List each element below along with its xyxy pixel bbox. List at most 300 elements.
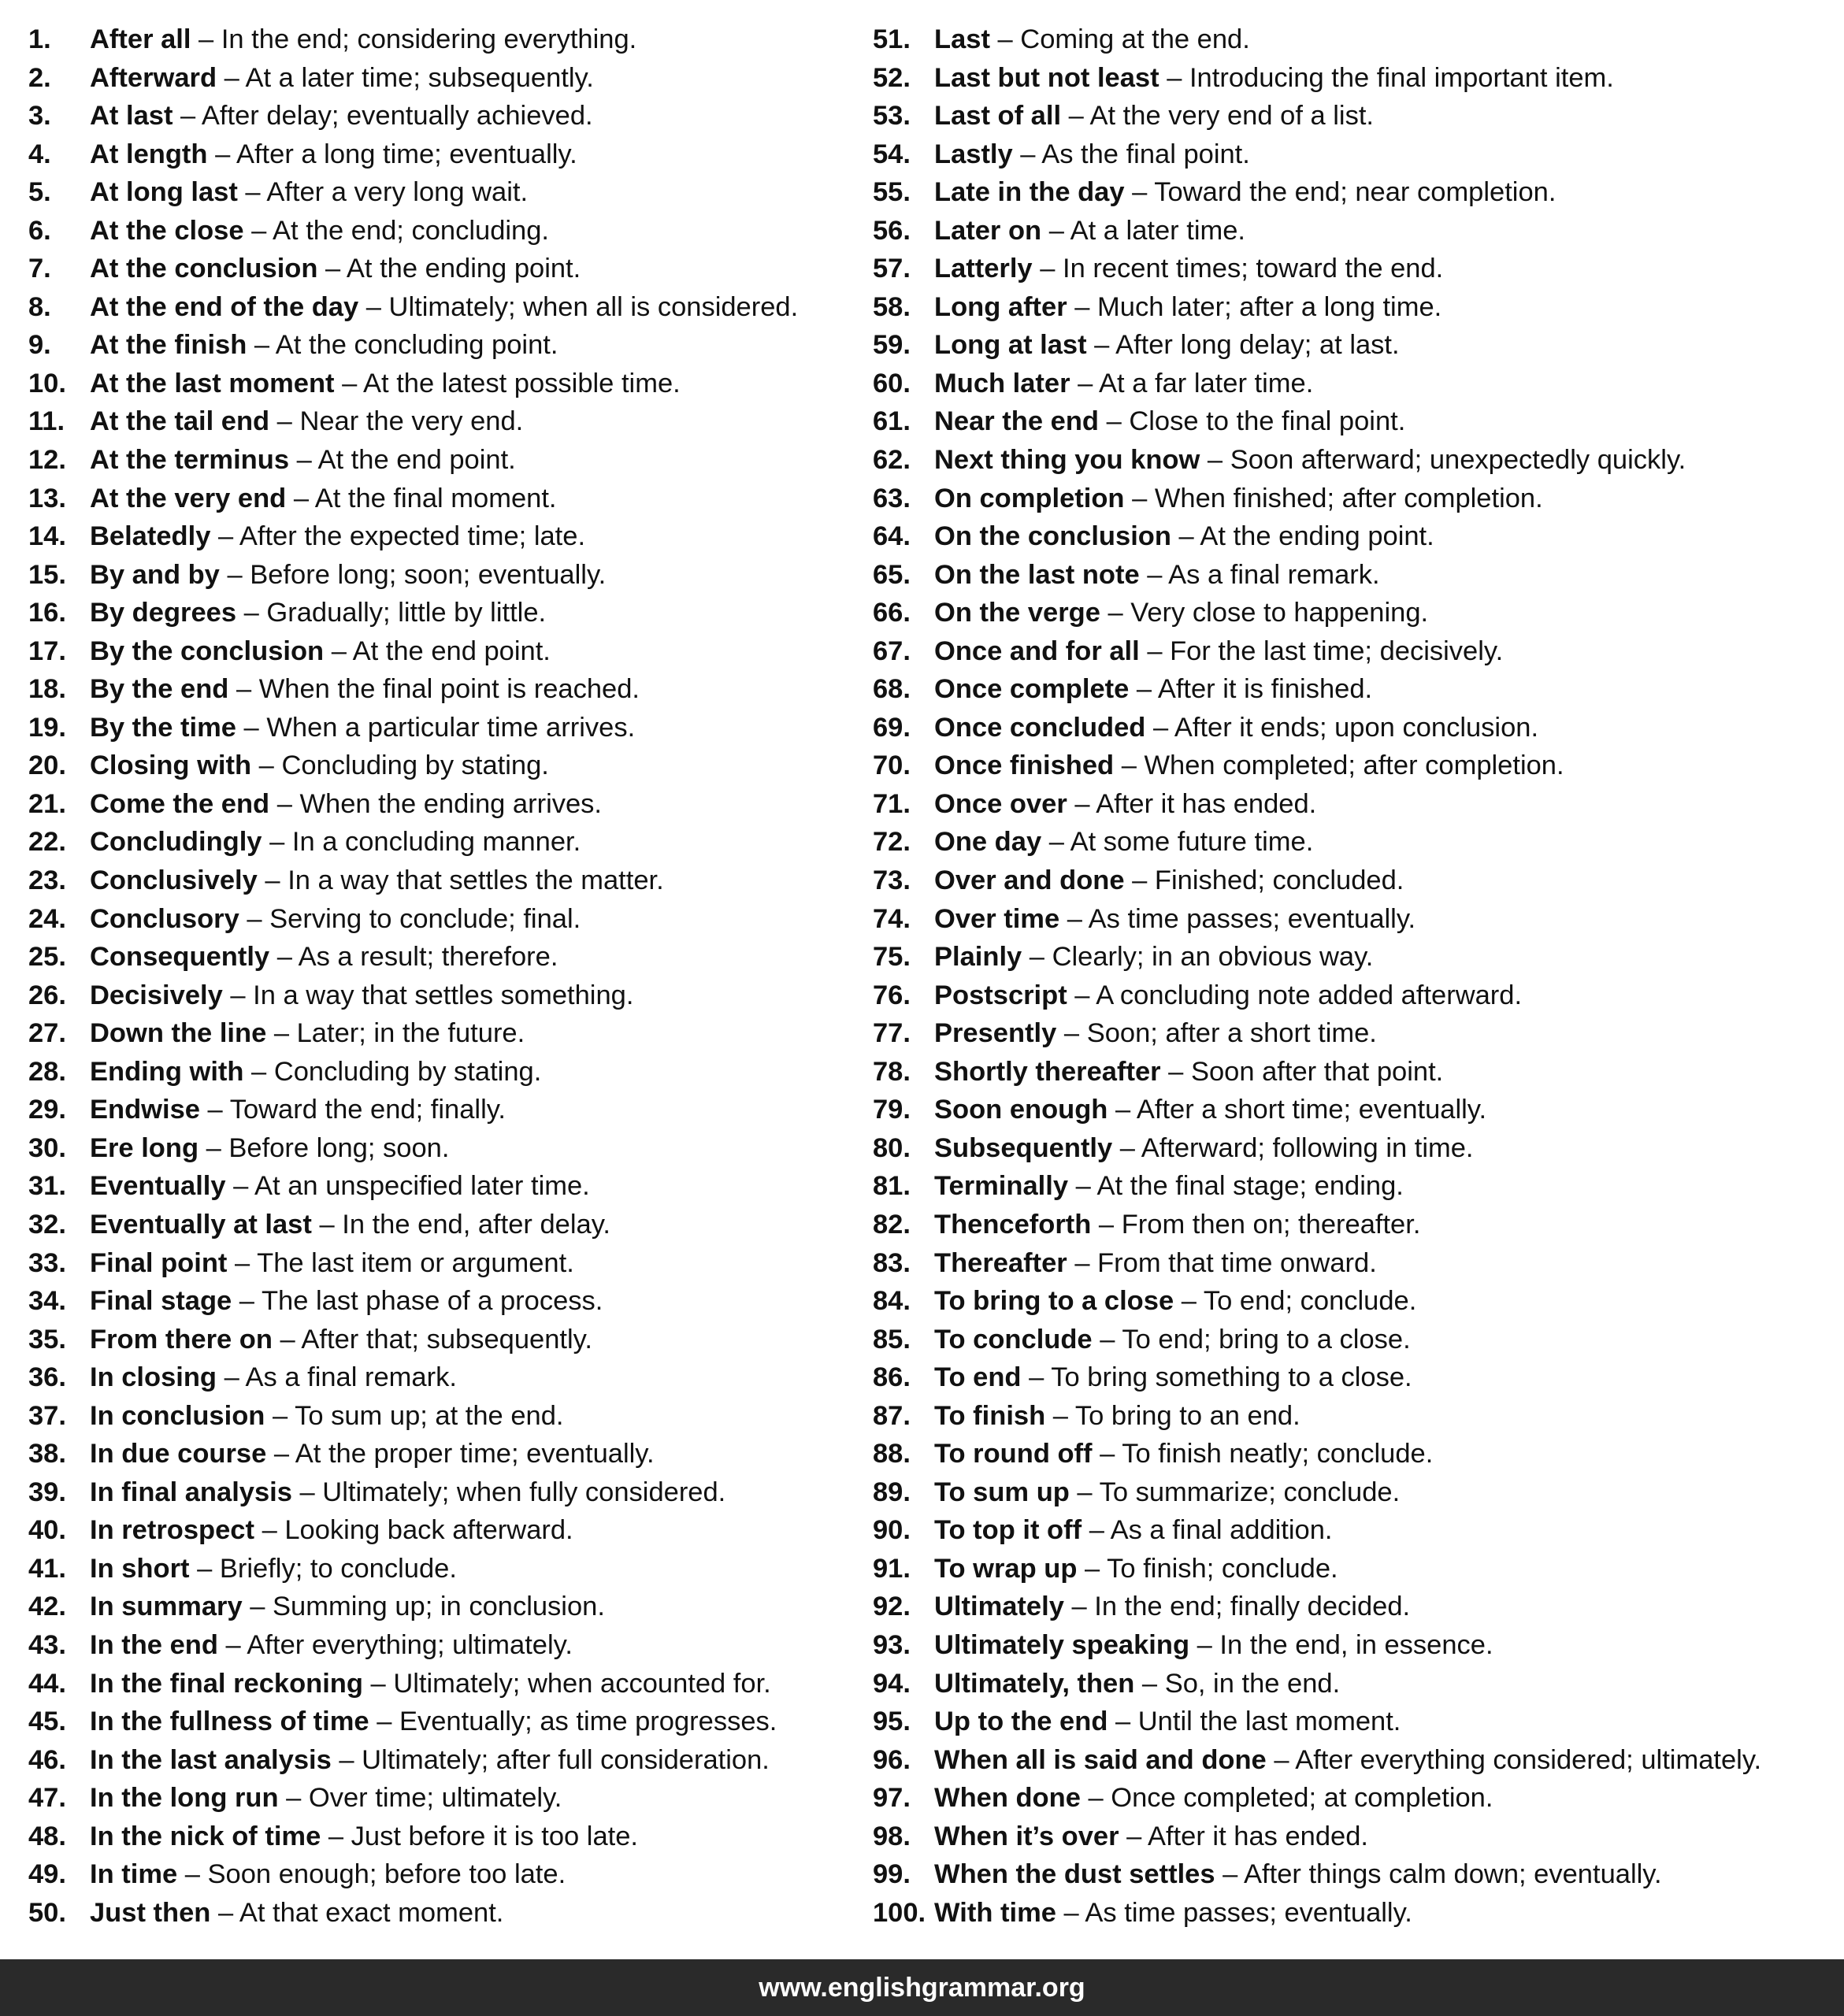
item-definition: To end; conclude.	[1203, 1286, 1417, 1317]
item-term: Much later	[934, 368, 1070, 398]
item-separator: –	[266, 1439, 295, 1469]
item-number: 58.	[873, 291, 911, 322]
item-definition: Afterward; following in time.	[1141, 1132, 1474, 1163]
list-item	[28, 862, 863, 900]
item-separator: –	[1145, 712, 1174, 743]
list-item	[28, 1550, 863, 1588]
item-number: 63.	[873, 483, 911, 513]
item-number: 65.	[873, 559, 911, 590]
item-separator: –	[1080, 1783, 1111, 1814]
item-definition: After that; subsequently.	[301, 1324, 592, 1354]
list-item	[873, 212, 1838, 250]
item-separator: –	[1091, 1209, 1122, 1240]
item-number: 17.	[28, 636, 66, 666]
list-item	[873, 900, 1838, 939]
item-number: 93.	[873, 1629, 911, 1660]
item-term: Ultimately speaking	[934, 1629, 1190, 1660]
item-term: In the fullness of time	[90, 1707, 369, 1737]
item-term: Once concluded	[934, 712, 1146, 743]
list-item	[873, 1855, 1838, 1894]
item-separator: –	[291, 1477, 323, 1507]
item-separator: –	[1266, 1744, 1296, 1775]
item-number: 36.	[28, 1362, 66, 1393]
list-item	[873, 1511, 1838, 1550]
item-number: 44.	[28, 1668, 66, 1699]
item-separator: –	[1063, 1592, 1095, 1622]
item-definition: After it has ended.	[1096, 788, 1317, 819]
item-definition: After a very long wait.	[266, 177, 529, 208]
item-term: Last but not least	[934, 62, 1159, 93]
item-number: 40.	[28, 1515, 66, 1546]
item-definition: In the end; finally decided.	[1094, 1592, 1411, 1622]
item-term: Thenceforth	[934, 1209, 1092, 1240]
item-term: In final analysis	[90, 1477, 292, 1507]
list-item	[28, 20, 863, 59]
item-definition: For the last time; decisively.	[1170, 636, 1504, 666]
item-separator: –	[1022, 942, 1052, 973]
list-item	[28, 1626, 863, 1665]
list-item	[28, 632, 863, 671]
item-separator: –	[1086, 330, 1116, 361]
item-definition: When completed; after completion.	[1144, 750, 1564, 781]
item-number: 14.	[28, 521, 66, 552]
item-number: 25.	[28, 942, 66, 973]
item-number: 30.	[28, 1132, 66, 1163]
item-term: At the finish	[90, 330, 247, 361]
list-item	[28, 402, 863, 441]
list-item	[873, 670, 1838, 709]
item-separator: –	[1124, 177, 1155, 208]
item-definition: From that time onward.	[1097, 1247, 1377, 1278]
item-separator: –	[236, 598, 267, 628]
item-separator: –	[207, 139, 236, 169]
list-item	[873, 785, 1838, 824]
item-separator: –	[177, 1859, 208, 1890]
item-definition: When a particular time arrives.	[266, 712, 636, 743]
item-term: By degrees	[90, 598, 237, 628]
item-separator: –	[232, 1286, 262, 1317]
item-separator: –	[1100, 598, 1131, 628]
item-separator: –	[227, 1247, 258, 1278]
item-term: Once over	[934, 788, 1067, 819]
item-number: 3.	[28, 101, 51, 132]
item-definition: To end; bring to a close.	[1122, 1324, 1411, 1354]
item-term: Final point	[90, 1247, 228, 1278]
list-item	[28, 59, 863, 98]
item-term: From there on	[90, 1324, 273, 1354]
list-item	[28, 709, 863, 747]
item-term: At last	[90, 101, 173, 132]
item-separator: –	[257, 865, 288, 896]
item-definition: To sum up; at the end.	[295, 1400, 564, 1431]
item-number: 21.	[28, 788, 66, 819]
item-definition: The last phase of a process.	[261, 1286, 603, 1317]
item-definition: After it has ended.	[1147, 1821, 1368, 1851]
item-number: 84.	[873, 1286, 911, 1317]
item-definition: At the ending point.	[1200, 521, 1434, 552]
item-separator: –	[243, 215, 273, 246]
item-term: Concludingly	[90, 827, 262, 858]
item-term: In closing	[90, 1362, 217, 1393]
item-number: 100.	[873, 1897, 926, 1928]
item-separator: –	[1012, 139, 1042, 169]
item-separator: –	[1139, 559, 1169, 590]
item-number: 80.	[873, 1132, 911, 1163]
item-term: Long after	[934, 291, 1067, 322]
item-separator: –	[1134, 1668, 1165, 1699]
item-term: At the tail end	[90, 406, 270, 437]
list-item	[28, 1244, 863, 1283]
item-term: Later on	[934, 215, 1042, 246]
list-item	[873, 480, 1838, 518]
item-term: Over time	[934, 903, 1060, 934]
list-item	[28, 517, 863, 556]
item-term: To sum up	[934, 1477, 1070, 1507]
item-separator: –	[265, 1400, 295, 1431]
item-term: Ultimately	[934, 1592, 1064, 1622]
list-item	[28, 1129, 863, 1168]
item-number: 60.	[873, 368, 911, 398]
item-separator: –	[1112, 1132, 1141, 1163]
item-term: In the last analysis	[90, 1744, 332, 1775]
item-definition: In the end, after delay.	[342, 1209, 610, 1240]
item-number: 68.	[873, 674, 911, 705]
list-item	[28, 747, 863, 785]
item-number: 72.	[873, 827, 911, 858]
item-term: To wrap up	[934, 1553, 1078, 1584]
item-separator: –	[1189, 1629, 1220, 1660]
item-term: Up to the end	[934, 1707, 1108, 1737]
item-definition: Coming at the end.	[1020, 24, 1250, 54]
item-number: 81.	[873, 1171, 911, 1202]
item-definition: In a way that settles something.	[253, 980, 634, 1010]
item-separator: –	[1174, 1286, 1204, 1317]
item-separator: –	[222, 980, 254, 1010]
right-column	[873, 20, 1838, 1932]
list-item	[28, 1167, 863, 1206]
item-definition: As a result; therefore.	[298, 942, 558, 973]
item-number: 28.	[28, 1056, 66, 1087]
item-number: 75.	[873, 942, 911, 973]
item-separator: –	[219, 559, 250, 590]
item-definition: Ultimately; when all is considered.	[388, 291, 799, 322]
item-definition: As time passes; eventually.	[1085, 1897, 1412, 1928]
list-item	[28, 288, 863, 327]
item-term: Conclusory	[90, 903, 239, 934]
list-item	[28, 326, 863, 365]
item-number: 8.	[28, 291, 51, 322]
item-definition: To bring to an end.	[1074, 1400, 1300, 1431]
item-number: 61.	[873, 406, 911, 437]
item-number: 15.	[28, 559, 66, 590]
list-item	[873, 1435, 1838, 1473]
item-number: 57.	[873, 254, 911, 284]
item-number: 42.	[28, 1592, 66, 1622]
list-item	[28, 1703, 863, 1741]
item-definition: Gradually; little by little.	[266, 598, 547, 628]
item-term: Conclusively	[90, 865, 258, 896]
item-separator: –	[1124, 483, 1155, 513]
footer-url: www.englishgrammar.org	[759, 1972, 1085, 2003]
list-item	[873, 1397, 1838, 1436]
list-item	[873, 938, 1838, 976]
item-term: Ultimately, then	[934, 1668, 1135, 1699]
item-term: Eventually	[90, 1171, 226, 1202]
item-separator: –	[247, 330, 276, 361]
item-term: After all	[90, 24, 191, 54]
item-term: In due course	[90, 1439, 267, 1469]
item-term: Decisively	[90, 980, 223, 1010]
item-number: 59.	[873, 330, 911, 361]
item-definition: Until the last moment.	[1137, 1707, 1401, 1737]
item-term: In conclusion	[90, 1400, 265, 1431]
item-separator: –	[210, 1897, 239, 1928]
item-term: Soon enough	[934, 1095, 1108, 1125]
item-term: Endwise	[90, 1095, 200, 1125]
item-number: 34.	[28, 1286, 66, 1317]
item-definition: In a way that settles the matter.	[288, 865, 664, 896]
item-number: 26.	[28, 980, 66, 1010]
item-number: 4.	[28, 139, 51, 169]
item-definition: Concluding by stating.	[281, 750, 549, 781]
item-definition: Ultimately; when accounted for.	[393, 1668, 771, 1699]
item-number: 94.	[873, 1668, 911, 1699]
list-item	[28, 480, 863, 518]
item-separator: –	[278, 1783, 309, 1814]
item-number: 27.	[28, 1018, 66, 1049]
item-term: To round off	[934, 1439, 1093, 1469]
item-term: Eventually at last	[90, 1209, 312, 1240]
item-number: 39.	[28, 1477, 66, 1507]
list-item	[873, 594, 1838, 632]
list-item	[873, 632, 1838, 671]
list-item	[873, 1741, 1838, 1780]
item-term: Once complete	[934, 674, 1130, 705]
item-term: Come the end	[90, 788, 270, 819]
item-term: Latterly	[934, 254, 1033, 284]
list-item	[873, 1665, 1838, 1703]
list-item	[873, 1588, 1838, 1626]
item-separator: –	[324, 636, 353, 666]
item-separator: –	[1129, 674, 1158, 705]
item-term: At the conclusion	[90, 254, 318, 284]
footer-bar	[0, 1959, 1844, 2016]
list-item	[28, 1818, 863, 1856]
item-term: At the very end	[90, 483, 287, 513]
item-number: 78.	[873, 1056, 911, 1087]
item-term: On the last note	[934, 559, 1140, 590]
list-item	[28, 1855, 863, 1894]
item-definition: Very close to happening.	[1130, 598, 1429, 628]
item-separator: –	[1200, 445, 1230, 476]
item-term: Lastly	[934, 139, 1013, 169]
item-number: 92.	[873, 1592, 911, 1622]
item-separator: –	[269, 942, 299, 973]
item-term: To top it off	[934, 1515, 1082, 1546]
list-item	[873, 97, 1838, 135]
item-number: 91.	[873, 1553, 911, 1584]
item-number: 7.	[28, 254, 51, 284]
item-number: 37.	[28, 1400, 66, 1431]
item-separator: –	[262, 827, 292, 858]
item-term: Last	[934, 24, 990, 54]
item-separator: –	[1077, 1553, 1108, 1584]
item-definition: After long delay; at last.	[1115, 330, 1400, 361]
item-separator: –	[1041, 215, 1070, 246]
list-item	[28, 1779, 863, 1818]
item-separator: –	[1041, 827, 1070, 858]
item-number: 16.	[28, 598, 66, 628]
item-term: To conclude	[934, 1324, 1093, 1354]
item-number: 55.	[873, 177, 911, 208]
item-definition: Soon afterward; unexpectedly quickly.	[1230, 445, 1686, 476]
item-definition: In the end, in essence.	[1219, 1629, 1493, 1660]
item-definition: Serving to conclude; final.	[269, 903, 581, 934]
list-item	[873, 1703, 1838, 1741]
item-separator: –	[1067, 980, 1096, 1010]
item-number: 86.	[873, 1362, 911, 1393]
list-item	[28, 1397, 863, 1436]
item-term: In short	[90, 1553, 190, 1584]
item-term: When done	[934, 1783, 1081, 1814]
item-number: 33.	[28, 1247, 66, 1278]
item-definition: As a final remark.	[245, 1362, 457, 1393]
list-item	[873, 862, 1838, 900]
item-separator: –	[358, 291, 389, 322]
item-separator: –	[1108, 1707, 1138, 1737]
list-item	[873, 250, 1838, 288]
list-item	[28, 976, 863, 1015]
item-definition: So, in the end.	[1164, 1668, 1341, 1699]
item-separator: –	[228, 674, 259, 705]
item-definition: Looking back afterward.	[284, 1515, 573, 1546]
item-number: 43.	[28, 1629, 66, 1660]
item-term: By the end	[90, 674, 229, 705]
item-definition: At the end point.	[352, 636, 551, 666]
item-separator: –	[236, 712, 267, 743]
item-term: In the nick of time	[90, 1821, 321, 1851]
item-definition: To finish neatly; conclude.	[1122, 1439, 1434, 1469]
list-item	[28, 1435, 863, 1473]
list-item	[873, 1206, 1838, 1244]
list-item	[873, 1358, 1838, 1397]
item-definition: Later; in the future.	[296, 1018, 525, 1049]
item-separator: –	[1108, 1095, 1137, 1125]
item-term: To bring to a close	[934, 1286, 1174, 1317]
item-definition: After it is finished.	[1157, 674, 1373, 705]
item-separator: –	[989, 24, 1021, 54]
item-term: At the close	[90, 215, 244, 246]
item-term: In summary	[90, 1592, 243, 1622]
item-definition: As a final remark.	[1168, 559, 1380, 590]
item-separator: –	[1067, 1247, 1098, 1278]
item-definition: At the ending point.	[346, 254, 581, 284]
item-number: 62.	[873, 445, 911, 476]
item-separator: –	[369, 1707, 399, 1737]
item-number: 88.	[873, 1439, 911, 1469]
item-definition: At a later time.	[1070, 215, 1245, 246]
item-definition: Soon enough; before too late.	[207, 1859, 566, 1890]
item-number: 51.	[873, 24, 911, 54]
list-item	[873, 823, 1838, 862]
item-number: 18.	[28, 674, 66, 705]
item-separator: –	[289, 445, 318, 476]
item-number: 29.	[28, 1095, 66, 1125]
item-number: 66.	[873, 598, 911, 628]
item-definition: At the very end of a list.	[1089, 101, 1375, 132]
item-separator: –	[1032, 254, 1063, 284]
item-term: Shortly thereafter	[934, 1056, 1161, 1087]
item-definition: Eventually; as time progresses.	[399, 1707, 777, 1737]
item-number: 41.	[28, 1553, 66, 1584]
item-definition: To finish; conclude.	[1107, 1553, 1338, 1584]
item-definition: After delay; eventually achieved.	[201, 101, 593, 132]
item-number: 74.	[873, 903, 911, 934]
item-number: 46.	[28, 1744, 66, 1775]
item-separator: –	[1070, 368, 1100, 398]
item-term: At long last	[90, 177, 238, 208]
item-number: 31.	[28, 1171, 66, 1202]
item-definition: Ultimately; after full consideration.	[362, 1744, 770, 1775]
list-item	[873, 1091, 1838, 1129]
item-number: 83.	[873, 1247, 911, 1278]
item-definition: In recent times; toward the end.	[1062, 254, 1444, 284]
list-item	[28, 1014, 863, 1053]
item-definition: Soon after that point.	[1190, 1056, 1444, 1087]
item-number: 38.	[28, 1439, 66, 1469]
item-separator: –	[311, 1209, 343, 1240]
item-number: 50.	[28, 1897, 66, 1928]
item-definition: Summing up; in conclusion.	[273, 1592, 605, 1622]
item-number: 98.	[873, 1821, 911, 1851]
item-term: In time	[90, 1859, 178, 1890]
list-item	[873, 747, 1838, 785]
item-number: 48.	[28, 1821, 66, 1851]
item-definition: Near the very end.	[299, 406, 524, 437]
list-item	[28, 250, 863, 288]
item-number: 64.	[873, 521, 911, 552]
item-term: Ere long	[90, 1132, 199, 1163]
item-separator: –	[1159, 62, 1189, 93]
item-separator: –	[1114, 750, 1145, 781]
item-number: 76.	[873, 980, 911, 1010]
item-separator: –	[217, 1629, 247, 1660]
list-item	[873, 556, 1838, 595]
list-item	[28, 135, 863, 174]
item-term: Belatedly	[90, 521, 211, 552]
item-separator: –	[1092, 1324, 1122, 1354]
item-definition: At the proper time; eventually.	[295, 1439, 655, 1469]
item-term: At the end of the day	[90, 291, 359, 322]
item-definition: After a long time; eventually.	[236, 139, 577, 169]
item-number: 87.	[873, 1400, 911, 1431]
item-number: 54.	[873, 139, 911, 169]
item-definition: Just before it is too late.	[351, 1821, 639, 1851]
list-item	[28, 785, 863, 824]
list-item	[873, 517, 1838, 556]
item-definition: In the end; considering everything.	[221, 24, 637, 54]
item-term: Last of all	[934, 101, 1062, 132]
item-term: Once and for all	[934, 636, 1140, 666]
item-number: 85.	[873, 1324, 911, 1354]
list-item	[28, 1321, 863, 1359]
item-definition: To summarize; conclude.	[1099, 1477, 1401, 1507]
list-item	[873, 1626, 1838, 1665]
item-definition: At an unspecified later time.	[254, 1171, 590, 1202]
item-separator: –	[334, 368, 364, 398]
list-item	[873, 1129, 1838, 1168]
item-definition: After the expected time; late.	[239, 521, 586, 552]
